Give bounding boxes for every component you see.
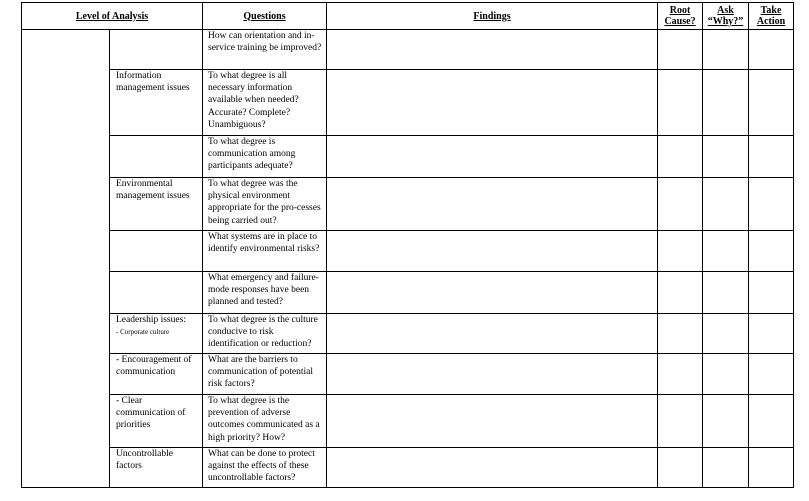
root-cause-cell[interactable]: [658, 448, 703, 488]
question-cell: To what degree is communication among participants adequate?: [203, 136, 327, 178]
header-take-action: [749, 3, 794, 30]
question-cell: How can orientation and in-service training be improved?: [203, 30, 327, 70]
take-action-cell[interactable]: [749, 448, 794, 488]
take-action-cell[interactable]: [749, 30, 794, 70]
question-cell: What emergency and failure-mode responses have been planned and tested?: [203, 272, 327, 314]
findings-cell[interactable]: [327, 30, 658, 70]
ask-why-cell[interactable]: [703, 272, 749, 314]
findings-cell[interactable]: [327, 178, 658, 231]
header-ask-why-line1: Ask: [717, 5, 734, 16]
table-row: [22, 354, 794, 395]
take-action-cell[interactable]: [749, 354, 794, 395]
issue-label: Environmental management issues: [116, 179, 190, 202]
issue-cell: [110, 314, 203, 354]
issue-sub-label: - Clear communication of priorities: [116, 396, 186, 431]
issue-label: Leadership issues:: [116, 315, 186, 325]
table-row: [22, 178, 794, 231]
issue-cell: [110, 272, 203, 314]
table-row: [22, 395, 794, 448]
question-cell: What are the barriers to communication of potential risk factors?: [203, 354, 327, 395]
header-row: [22, 3, 794, 30]
ask-why-cell[interactable]: [703, 395, 749, 448]
findings-cell[interactable]: [327, 136, 658, 178]
take-action-cell[interactable]: [749, 272, 794, 314]
take-action-cell[interactable]: [749, 136, 794, 178]
take-action-cell[interactable]: [749, 314, 794, 354]
root-cause-cell[interactable]: [658, 314, 703, 354]
table-row: [22, 30, 794, 70]
findings-cell[interactable]: [327, 354, 658, 395]
level-blank-cell: [22, 30, 110, 488]
question-cell: To what degree was the physical environment appropriate for the pro-cesses being carried out?: [203, 178, 327, 231]
header-root-cause: [658, 3, 703, 30]
issue-cell: [110, 70, 203, 136]
ask-why-cell[interactable]: [703, 231, 749, 272]
root-cause-cell[interactable]: [658, 70, 703, 136]
ask-why-cell[interactable]: [703, 448, 749, 488]
table-row: [22, 231, 794, 272]
header-ask-why: [703, 3, 749, 30]
question-cell: What can be done to protect against the effects of these uncontrollable factors?: [203, 448, 327, 488]
table-row: [22, 70, 794, 136]
issue-label: Information management issues: [116, 71, 190, 94]
issue-sub-label: - Corporate culture: [116, 328, 170, 337]
issue-cell: [110, 178, 203, 231]
table-row: [22, 136, 794, 178]
header-findings: Findings: [327, 3, 658, 30]
header-ask-why-line2: “Why?”: [707, 16, 744, 27]
issue-cell: [110, 448, 203, 488]
issue-cell: [110, 231, 203, 272]
root-cause-cell[interactable]: [658, 354, 703, 395]
question-cell: What systems are in place to identify environmental risks?: [203, 231, 327, 272]
ask-why-cell[interactable]: [703, 354, 749, 395]
ask-why-cell[interactable]: [703, 178, 749, 231]
ask-why-cell[interactable]: [703, 30, 749, 70]
take-action-cell[interactable]: [749, 395, 794, 448]
take-action-cell[interactable]: [749, 70, 794, 136]
take-action-cell[interactable]: [749, 231, 794, 272]
header-root-cause-line2: Cause?: [664, 16, 696, 27]
ask-why-cell[interactable]: [703, 314, 749, 354]
findings-cell[interactable]: [327, 448, 658, 488]
issue-cell: [110, 395, 203, 448]
question-cell: To what degree is all necessary information available when needed? Accurate? Complete? Unambiguous?: [203, 70, 327, 136]
ask-why-cell[interactable]: [703, 136, 749, 178]
header-take-action-line1: Take: [760, 5, 782, 16]
issue-cell: [110, 136, 203, 178]
root-cause-cell[interactable]: [658, 136, 703, 178]
header-level-of-analysis: Level of Analysis: [22, 3, 203, 30]
table-row: [22, 272, 794, 314]
take-action-cell[interactable]: [749, 178, 794, 231]
root-cause-cell[interactable]: [658, 178, 703, 231]
findings-cell[interactable]: [327, 70, 658, 136]
table-row: [22, 448, 794, 488]
findings-cell[interactable]: [327, 231, 658, 272]
issue-cell: [110, 30, 203, 70]
issue-cell: [110, 354, 203, 395]
root-cause-cell[interactable]: [658, 30, 703, 70]
root-cause-analysis-table: [21, 2, 794, 488]
issue-sub-label: - Encouragement of communication: [116, 355, 192, 378]
findings-cell[interactable]: [327, 395, 658, 448]
header-take-action-line2: Action: [756, 16, 786, 27]
table-row: [22, 314, 794, 354]
root-cause-cell[interactable]: [658, 272, 703, 314]
findings-cell[interactable]: [327, 314, 658, 354]
header-questions: Questions: [203, 3, 327, 30]
question-cell: To what degree is the culture conducive to risk identification or reduction?: [203, 314, 327, 354]
findings-cell[interactable]: [327, 272, 658, 314]
root-cause-cell[interactable]: [658, 231, 703, 272]
root-cause-cell[interactable]: [658, 395, 703, 448]
ask-why-cell[interactable]: [703, 70, 749, 136]
question-cell: To what degree is the prevention of adverse outcomes communicated as a high priority? How?: [203, 395, 327, 448]
header-root-cause-line1: Root: [669, 5, 691, 16]
issue-label: Uncontrollable factors: [116, 449, 173, 472]
